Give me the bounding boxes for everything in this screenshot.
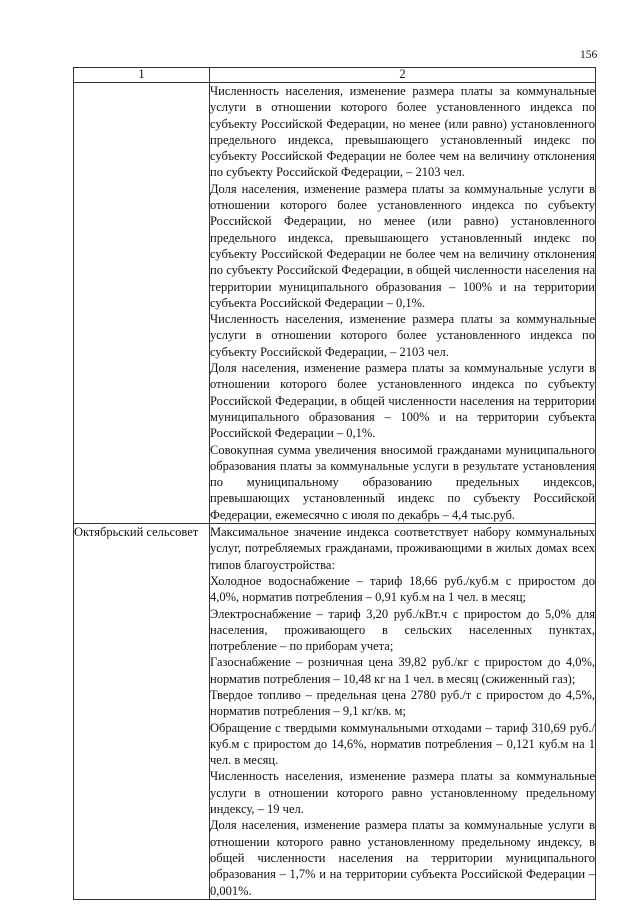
page-number: 156 <box>580 49 598 61</box>
paragraph: Электроснабжение – тариф 3,20 руб./кВт.ч с приростом до 5,0% для населения, проживающего в сельских населенных пунктах, потребление – по приборам учета; <box>210 606 595 654</box>
paragraph: Твердое топливо – предельная цена 2780 руб./т с приростом до 4,5%, норматив потребления – 9,1 кг/кв. м; <box>210 687 595 719</box>
column-header-1: 1 <box>74 68 210 83</box>
paragraph: Обращение с твердыми коммунальными отходами – тариф 310,69 руб./куб.м с приростом до 14,6%, норматив потребления – 0,121 куб.м на 1 чел. в месяц. <box>210 720 595 768</box>
paragraph: Численность населения, изменение размера платы за коммунальные услуги в отношении которого более установленного индекса по субъекту Российской Федерации, но менее (или равно) установленного предельного индекса, превышающего установленный индекс по субъекту Российской Федерации не более чем на величину отклонения по субъекту Российской Федерации, – 2103 чел. <box>210 84 595 180</box>
paragraph: Максимальное значение индекса соответствует набору коммунальных услуг, потребляемых гражданами, проживающими в жилых домах всех типов благоустройства: <box>210 525 595 572</box>
table-row <box>74 83 596 524</box>
column-header-2: 2 <box>210 68 596 83</box>
paragraph: Доля населения, изменение размера платы за коммунальные услуги в отношении которого более установленного индекса по субъекту Российской Федерации, в общей численности населения на территории муниципального образования – 100% и на территории субъекта Российской Федерации – 0,1%. <box>210 361 595 441</box>
table-row <box>74 524 596 900</box>
paragraph: Совокупная сумма увеличения вносимой гражданами муниципального образования платы за коммунальные услуги в результате установления по муниципальному образованию предельных индексов, превышающих установленный индекс по субъекту Российской Федерации, ежемесячно с июля по декабрь – 4,4 тыс.руб. <box>210 442 595 522</box>
municipality-cell <box>74 83 210 524</box>
paragraph: Холодное водоснабжение – тариф 18,66 руб./куб.м с приростом до 4,0%, норматив потребления – 0,91 куб.м на 1 чел. в месяц; <box>210 573 595 605</box>
description-cell <box>210 524 596 900</box>
description-cell <box>210 83 596 524</box>
paragraph: Доля населения, изменение размера платы за коммунальные услуги в отношении которого более установленного индекса по субъекту Российской Федерации, но менее (или равно) установленного предельного индекса, превышающего установленный индекс по субъекту Российской Федерации не более чем на величину отклонения по субъекту Российской Федерации, в общей численности населения на территории муниципального образования – 100% и на территории субъекта Российской Федерации – 0,1%. <box>210 181 595 310</box>
municipal-indices-table <box>73 67 596 900</box>
paragraph: Численность населения, изменение размера платы за коммунальные услуги в отношении которого равно установленному предельному индексу, – 19 чел. <box>210 769 595 817</box>
paragraph: Численность населения, изменение размера платы за коммунальные услуги в отношении которого более установленного индекса по субъекту Российской Федерации, – 2103 чел. <box>210 312 595 359</box>
municipality-cell: Октябрьский сельсовет <box>74 524 210 900</box>
header-row <box>74 68 596 83</box>
paragraph: Газоснабжение – розничная цена 39,82 руб./кг с приростом до 4,0%, норматив потребления – 10,48 кг на 1 чел. в месяц (сжиженный газ); <box>210 655 595 686</box>
paragraph: Доля населения, изменение размера платы за коммунальные услуги в отношении которого равно установленному предельному индексу, в общей численности населения на территории муниципального образования – 1,7% и на территории субъекта Российской Федерации – 0,001%. <box>210 818 595 898</box>
